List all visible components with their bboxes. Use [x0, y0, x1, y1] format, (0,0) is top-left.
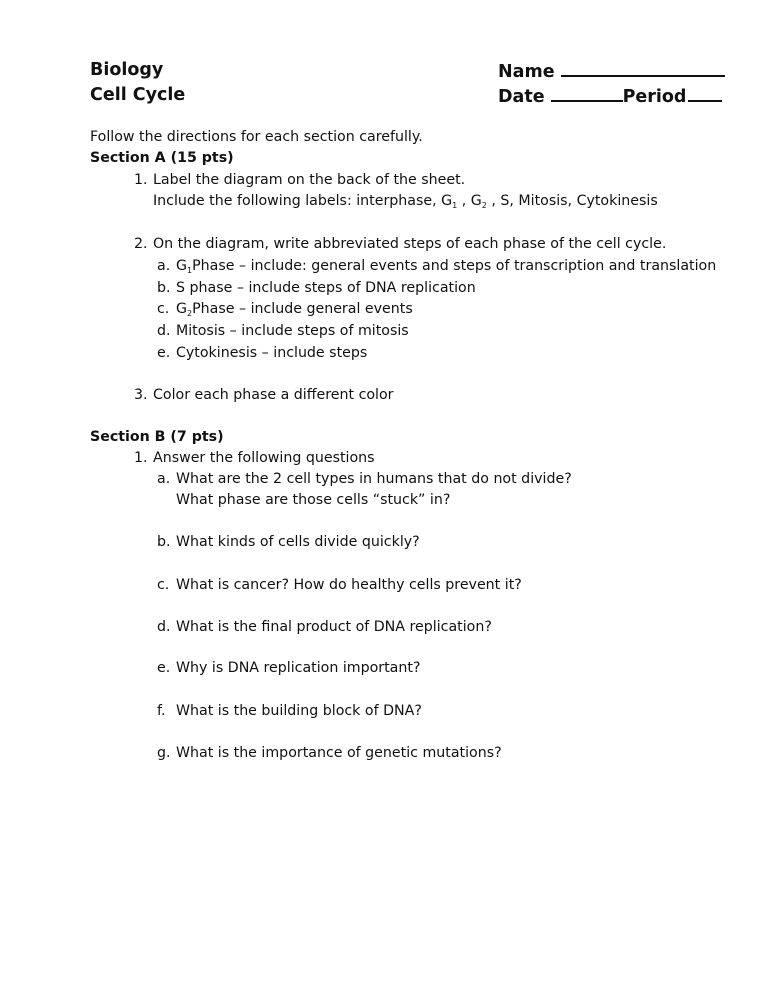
question-text: What is cancer? How do healthy cells prevent it?: [176, 577, 522, 593]
question-g: [157, 745, 502, 762]
section-a-item-1-labels: [153, 193, 658, 211]
question-letter: d.: [157, 619, 171, 635]
date-label: Date: [498, 87, 545, 107]
question-text: What is the building block of DNA?: [176, 703, 422, 719]
question-letter: g.: [157, 745, 171, 761]
item-text: Color each phase a different color: [153, 387, 394, 403]
labels-separator: , G: [457, 193, 482, 209]
item-number: 2.: [134, 236, 148, 252]
section-a-item-2: [134, 236, 666, 253]
intro-text: Follow the directions for each section carefully.: [90, 129, 423, 145]
section-a-item-3: [134, 387, 394, 404]
item-number: 3.: [134, 387, 148, 403]
section-a-item-2b: [157, 280, 476, 297]
name-blank[interactable]: [561, 60, 725, 77]
question-d: [157, 619, 492, 636]
labels-suffix: , S, Mitosis, Cytokinesis: [486, 193, 658, 209]
item-number: 1.: [134, 450, 148, 466]
g2-subscript: 2: [481, 201, 487, 210]
question-letter: a.: [157, 471, 171, 487]
item-text: Phase – include: general events and steps of transcription and translation: [192, 258, 717, 274]
item-text: Label the diagram on the back of the sheet.: [153, 172, 466, 188]
item-text: Answer the following questions: [153, 450, 375, 466]
item-letter: e.: [157, 345, 171, 361]
subject-title: Biology: [90, 60, 164, 80]
section-b-title: Section B (7 pts): [90, 429, 224, 445]
section-a-item-2a: [157, 258, 716, 276]
question-text: Why is DNA replication important?: [176, 660, 421, 676]
topic-title: Cell Cycle: [90, 85, 186, 105]
item-text: Phase – include general events: [192, 301, 413, 317]
item-text: On the diagram, write abbreviated steps of each phase of the cell cycle.: [153, 236, 667, 252]
question-f: [157, 703, 422, 720]
g-prefix: G: [176, 301, 187, 317]
question-letter: f.: [157, 703, 166, 719]
section-a-title: Section A (15 pts): [90, 150, 234, 166]
g1-subscript: 1: [452, 201, 458, 210]
question-a-line-2: What phase are those cells “stuck” in?: [176, 492, 451, 508]
section-a-item-2e: [157, 345, 367, 362]
g1-subscript: 1: [187, 266, 193, 275]
labels-prefix: Include the following labels: interphase, G: [153, 193, 453, 209]
question-letter: b.: [157, 534, 171, 550]
section-b-item-1: [134, 450, 375, 467]
date-blank[interactable]: [551, 85, 623, 102]
name-field: [498, 60, 725, 83]
item-number: 1.: [134, 172, 148, 188]
question-e: [157, 660, 420, 677]
question-letter: c.: [157, 577, 170, 593]
name-label: Name: [498, 62, 555, 82]
item-letter: c.: [157, 301, 170, 317]
g-prefix: G: [176, 258, 187, 274]
section-a-item-1: [134, 172, 465, 189]
date-period-field: [498, 85, 722, 108]
question-text: What is the final product of DNA replication?: [176, 619, 492, 635]
section-a-item-2d: [157, 323, 409, 340]
period-label: Period: [622, 87, 687, 107]
period-blank[interactable]: [688, 85, 722, 102]
question-letter: e.: [157, 660, 171, 676]
section-a-item-2c: [157, 301, 413, 319]
item-letter: b.: [157, 280, 171, 296]
item-text: Mitosis – include steps of mitosis: [176, 323, 409, 339]
question-b: [157, 534, 420, 551]
question-c: [157, 577, 522, 594]
question-text: What kinds of cells divide quickly?: [176, 534, 420, 550]
item-text: S phase – include steps of DNA replication: [176, 280, 476, 296]
item-letter: a.: [157, 258, 171, 274]
item-letter: d.: [157, 323, 171, 339]
item-text: Cytokinesis – include steps: [176, 345, 368, 361]
g2-subscript: 2: [187, 309, 193, 318]
question-text: What are the 2 cell types in humans that do not divide?: [176, 471, 572, 487]
question-a: [157, 471, 572, 488]
question-text: What is the importance of genetic mutations?: [176, 745, 502, 761]
